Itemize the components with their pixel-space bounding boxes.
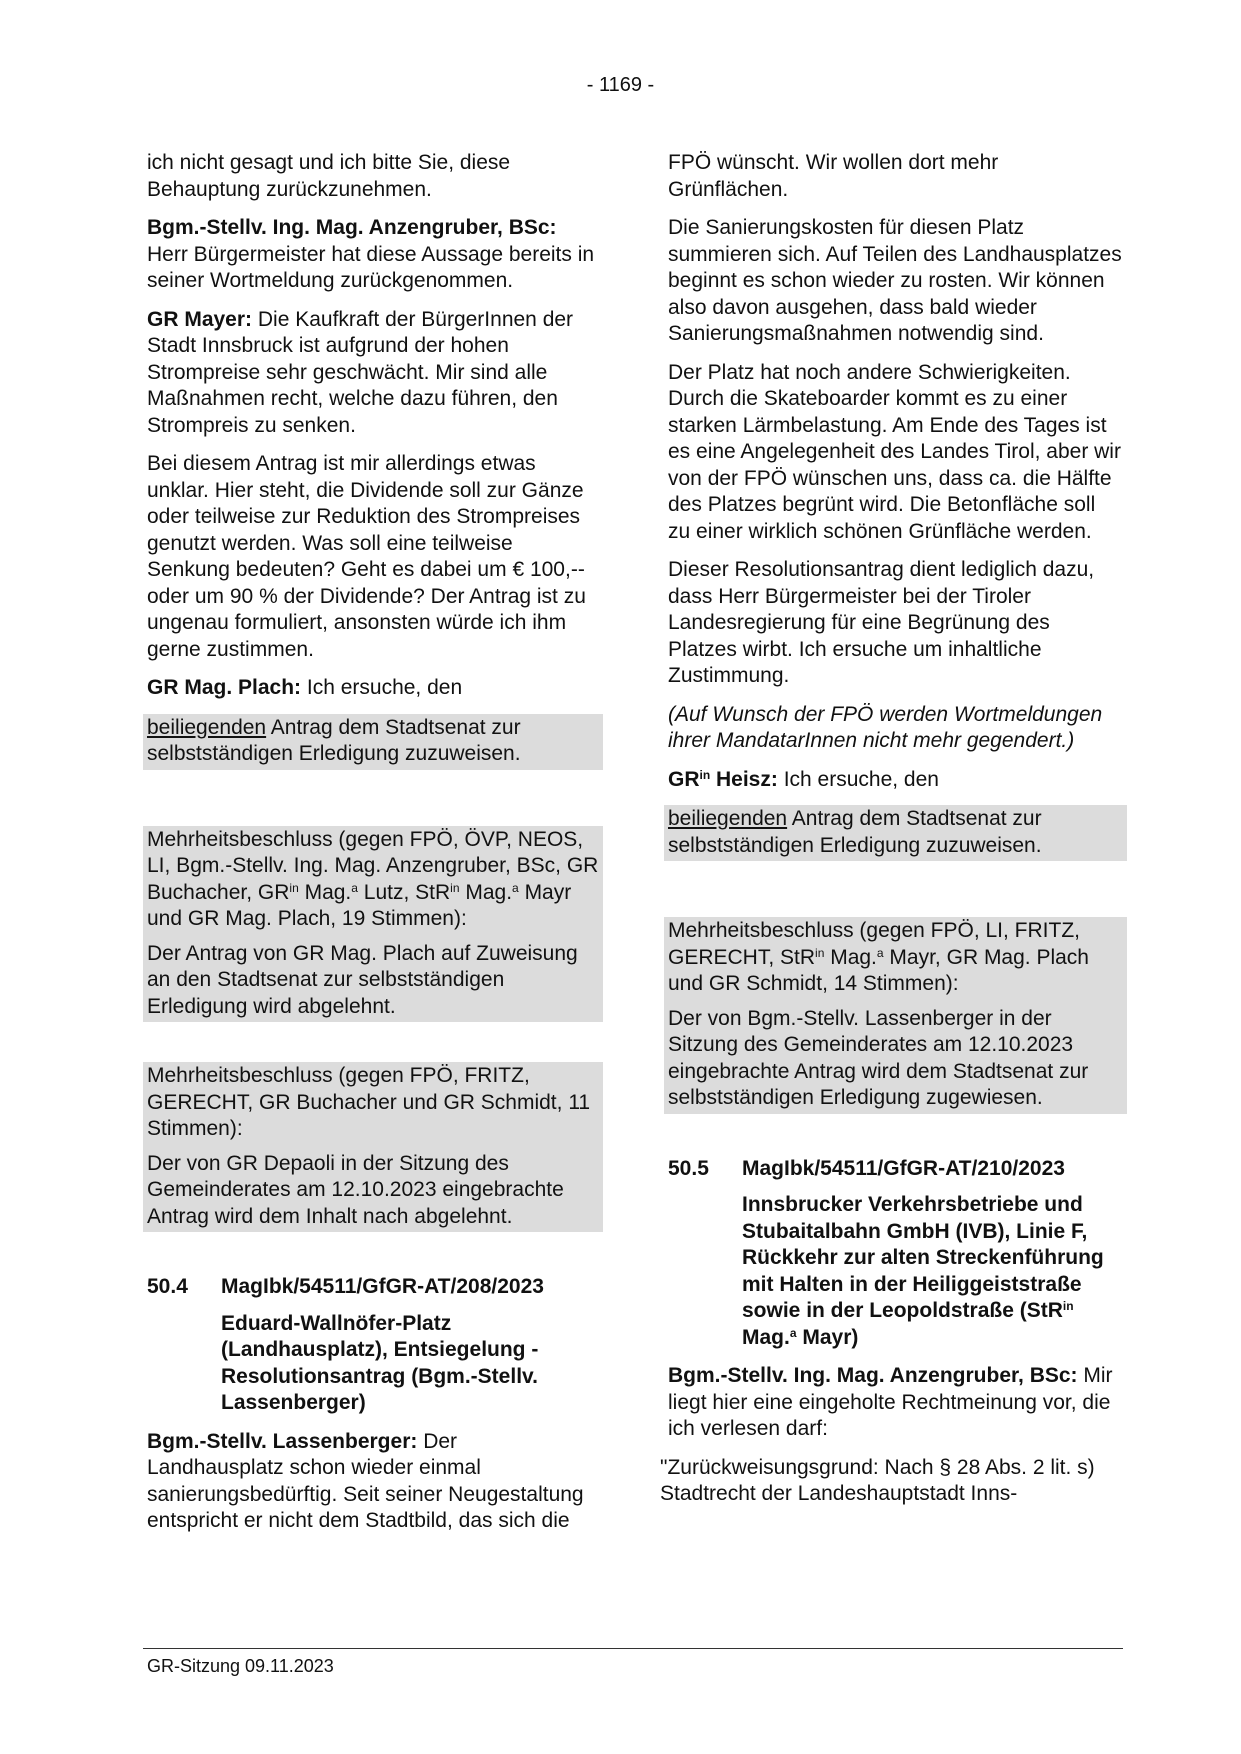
editorial-note: (Auf Wunsch der FPÖ werden Wortmeldungen ihrer MandatarInnen nicht mehr gegendert.): [668, 702, 1103, 752]
agenda-code: MagIbk/54511/GfGR-AT/210/2023: [742, 1156, 1065, 1180]
agenda-number: 50.5: [668, 1156, 709, 1180]
speech-text: Mir liegt hier eine eingeholte Rechtmeinung vor, die ich verlesen darf:: [668, 1364, 1113, 1440]
paragraph: FPÖ wünscht. Wir wollen dort mehr Grünflächen.: [668, 151, 999, 201]
agenda-title: Innsbrucker Verkehrsbetriebe und Stubaitalbahn GmbH (IVB), Linie F, Rückkehr zur alten Streckenführung mit Halten in der Heiliggeiststraße sowie in der Leopoldstraße (StR$^{in}$ Mag.$^a$ Mayr): [742, 1193, 1104, 1349]
paragraph: Die Sanierungskosten für diesen Platz summieren sich. Auf Teilen des Landhausplatzes beginnt es schon wieder zu rosten. Wir können also davon ausgehen, dass bald wieder Sanierungsmaßnahmen notwendig sind.: [668, 216, 1122, 345]
paragraph: [668, 767, 1123, 794]
speaker-name: Bgm.-Stellv. Ing. Mag. Anzengruber, BSc:: [668, 1364, 1078, 1387]
speaker-name: GR Mayer:: [147, 307, 253, 331]
agenda-item: [668, 1156, 1123, 1352]
vote-box: [143, 826, 603, 1023]
attachment-link[interactable]: beiliegenden: [147, 715, 267, 739]
agenda-item: [147, 1274, 599, 1417]
paragraph: [147, 307, 599, 440]
agenda-number: 50.4: [147, 1275, 188, 1298]
agenda-code: MagIbk/54511/GfGR-AT/208/2023: [221, 1275, 544, 1298]
footer-session-date: GR-Sitzung 09.11.2023: [147, 1656, 334, 1676]
paragraph: [147, 215, 599, 295]
paragraph: [147, 675, 599, 702]
paragraph: [147, 1429, 599, 1535]
speaker-name: $GR^{in}$ Heisz:: [668, 767, 778, 791]
paragraph: Dieser Resolutionsantrag dient lediglich dazu, dass Herr Bürgermeister bei der Tiroler Landesregierung für eine Begrünung des Platzes wirbt. Ich ersuche um inhaltliche Zustimmung.: [668, 558, 1095, 687]
speech-text: Herr Bürgermeister hat diese Aussage bereits in seiner Wortmeldung zurückgenommen.: [147, 242, 595, 292]
right-column: [660, 150, 1123, 1520]
speaker-name: Bgm.-Stellv. Ing. Mag. Anzengruber, BSc:: [147, 216, 557, 239]
speech-text: Ich ersuche, den: [777, 767, 939, 791]
decision-text: Der von GR Depaoli in der Sitzung des Gemeinderates am 12.10.2023 eingebrachte Antrag wird dem Inhalt nach abgelehnt.: [147, 1151, 564, 1228]
motion-text: Antrag dem Stadtsenat zur selbstständigen Erledigung zuzuweisen.: [668, 807, 1042, 857]
paragraph: Der Platz hat noch andere Schwierigkeiten. Durch die Skateboarder kommt es zu einer starken Lärmbelastung. Am Ende des Tages ist es eine Angelegenheit des Landes Tirol, aber wir von der FPÖ wünschen uns, dass ca. die Hälfte des Platzes begrünt wird. Die Betonfläche soll zu einer wirklich schönen Grünfläche werden.: [668, 360, 1121, 543]
agenda-title: Eduard-Wallnöfer-Platz (Landhausplatz), Entsiegelung - Resolutionsantrag (Bgm.-Stellv. Lassenberger): [221, 1311, 539, 1414]
page-number: - 1169 -: [586, 74, 655, 96]
speech-text: Der Landhausplatz schon wieder einmal sanierungsbedürftig. Seit seiner Neugestaltung entspricht er nicht dem Stadtbild, das sich die: [147, 1429, 584, 1532]
speaker-name: Bgm.-Stellv. Lassenberger:: [147, 1429, 418, 1453]
motion-box: [664, 805, 1127, 861]
speech-text: Ich ersuche, den: [301, 676, 463, 699]
paragraph: Bei diesem Antrag ist mir allerdings etwas unklar. Hier steht, die Dividende soll zur Gänze oder teilweise zur Reduktion des Strompreises genutzt werden. Was soll eine teilweise Senkung bedeuten? Geht es dabei um € 100,-- oder um 90 % der Dividende? Der Antrag ist zu ungenau formuliert, ansonsten würde ich ihm gerne zustimmen.: [147, 452, 586, 661]
paragraph: [668, 1363, 1123, 1443]
left-column: [147, 150, 599, 1547]
motion-box: [143, 714, 603, 770]
footer-divider: [143, 1648, 1123, 1649]
vote-result: Mehrheitsbeschluss (gegen FPÖ, ÖVP, NEOS, LI, Bgm.-Stellv. Ing. Mag. Anzengruber, BSc, GR Buchacher, $GR^{in}$ Mag.$^a$ Lutz, StR$^{in}$ Mag.$^a$ Mayr und GR Mag. Plach, 19 Stimmen):: [147, 827, 599, 930]
paragraph: ich nicht gesagt und ich bitte Sie, diese Behauptung zurückzunehmen.: [147, 151, 511, 201]
vote-result: Mehrheitsbeschluss (gegen FPÖ, LI, FRITZ, GERECHT, StR$^{in}$ Mag.$^a$ Mayr, GR Mag. Plach und GR Schmidt, 14 Stimmen):: [668, 919, 1089, 995]
quotation: "Zurückweisungsgrund: Nach § 28 Abs. 2 lit. s) Stadtrecht der Landeshauptstadt Inns-: [660, 1455, 1095, 1505]
speech-text: Die Kaufkraft der BürgerInnen der Stadt Innsbruck ist aufgrund der hohen Strompreise sehr geschwächt. Mir sind alle Maßnahmen recht, welche dazu führen, den Strompreis zu senken.: [147, 307, 574, 437]
attachment-link[interactable]: beiliegenden: [668, 807, 788, 830]
decision-text: Der Antrag von GR Mag. Plach auf Zuweisung an den Stadtsenat zur selbstständigen Erledigung wird abgelehnt.: [147, 941, 578, 1018]
vote-box: [143, 1062, 603, 1232]
motion-text: Antrag dem Stadtsenat zur selbstständigen Erledigung zuzuweisen.: [147, 715, 521, 765]
speaker-name: GR Mag. Plach:: [147, 676, 302, 699]
vote-box: [664, 917, 1127, 1114]
vote-result: Mehrheitsbeschluss (gegen FPÖ, FRITZ, GERECHT, GR Buchacher und GR Schmidt, 11 Stimmen):: [147, 1064, 591, 1140]
decision-text: Der von Bgm.-Stellv. Lassenberger in der Sitzung des Gemeinderates am 12.10.2023 eingebrachte Antrag wird dem Stadtsenat zur selbstständigen Erledigung zugewiesen.: [668, 1006, 1089, 1109]
